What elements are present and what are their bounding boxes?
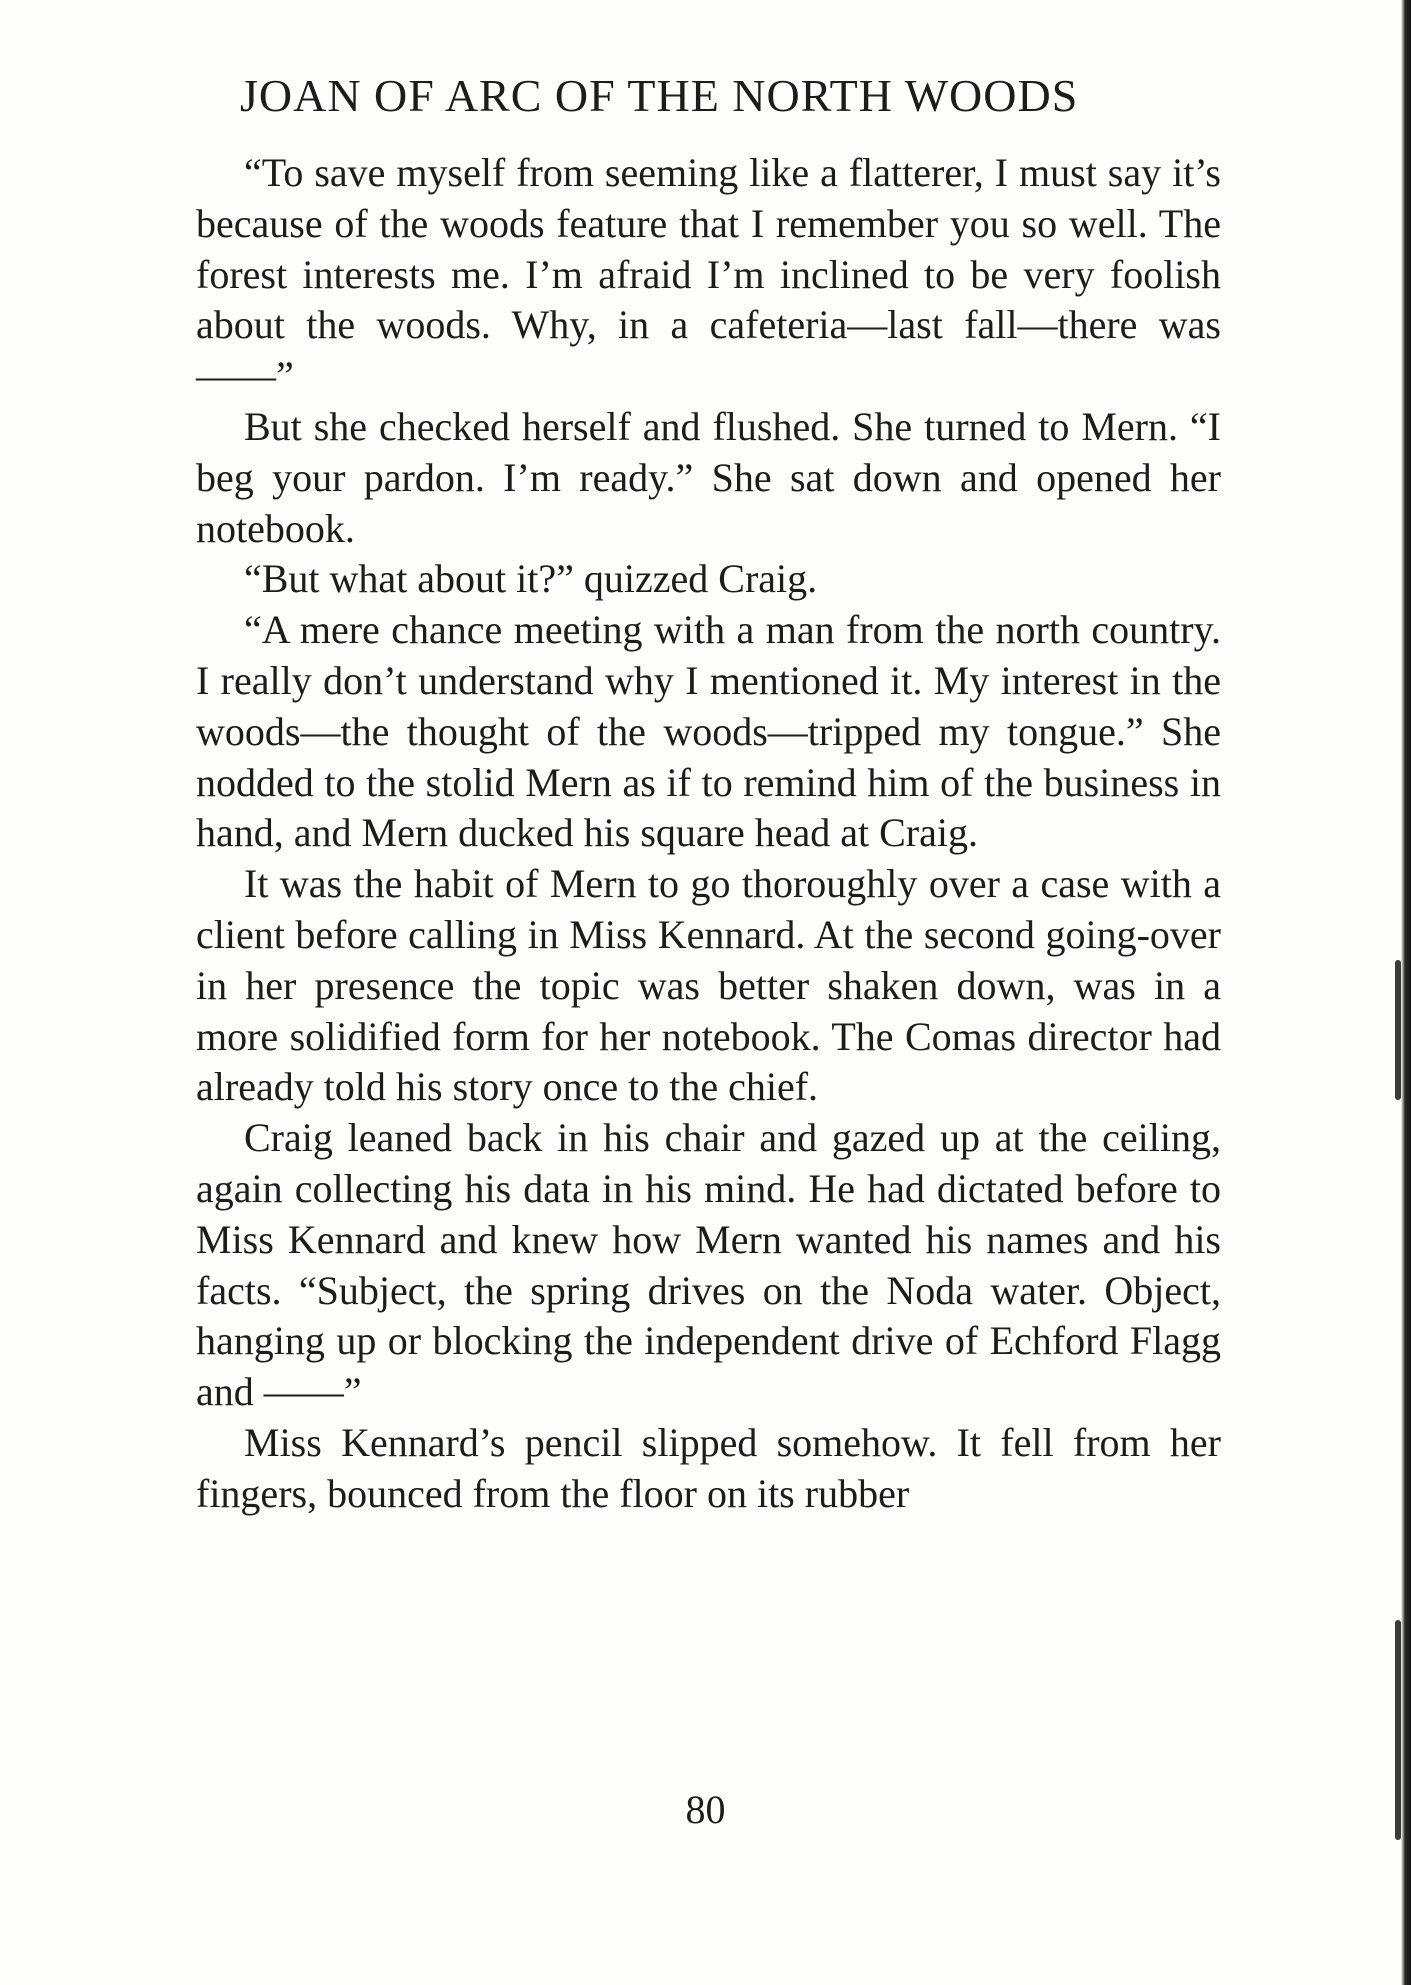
page-spine-edge: [1401, 0, 1411, 1985]
paragraph: “But what about it?” quizzed Craig.: [244, 556, 818, 602]
body-text: [196, 148, 1221, 1520]
paragraph: Miss Kennard’s pencil slipped somehow. It fell from her fingers, bounced from the floor on its rubber: [196, 1419, 1221, 1516]
running-title: JOAN OF ARC OF THE NORTH WOODS: [240, 70, 1079, 121]
paragraph: It was the habit of Mern to go thoroughly over a case with a client before calling in Miss Kennard. At the second going-over in her presence the topic was better shaken down, was in a more solidified form for her notebook. The Comas director had already told his story once to the chief.: [196, 861, 1221, 1110]
paragraph: Craig leaned back in his chair and gazed up at the ceiling, again collecting his data in his mind. He had dictated before to Miss Kennard and knew how Mern wanted his names and his facts. “Subject, the spring drives on the Noda water. Object, hanging up or blocking the independent drive of Echford Flagg and ——”: [196, 1115, 1221, 1415]
spine-shadow-mark: [1395, 1620, 1401, 1840]
paragraph: But she checked herself and flushed. She turned to Mern. “I beg your pardon. I’m ready.” She sat down and opened her notebook.: [196, 403, 1221, 551]
page-number: 80: [685, 1787, 726, 1832]
paragraph: “A mere chance meeting with a man from the north country. I really don’t understand why I mentioned it. My interest in the woods—the thought of the woods—tripped my tongue.” She nodded to the stolid Mern as if to remind him of the business in hand, and Mern ducked his square head at Craig.: [196, 607, 1221, 856]
spine-shadow-mark: [1395, 960, 1401, 1100]
paragraph: “To save myself from seeming like a flatterer, I must say it’s because of the woods feature that I remember you so well. The forest interests me. I’m afraid I’m inclined to be very foolish about the woods. Why, in a cafeteria—last fall—there was ——”: [196, 150, 1221, 399]
